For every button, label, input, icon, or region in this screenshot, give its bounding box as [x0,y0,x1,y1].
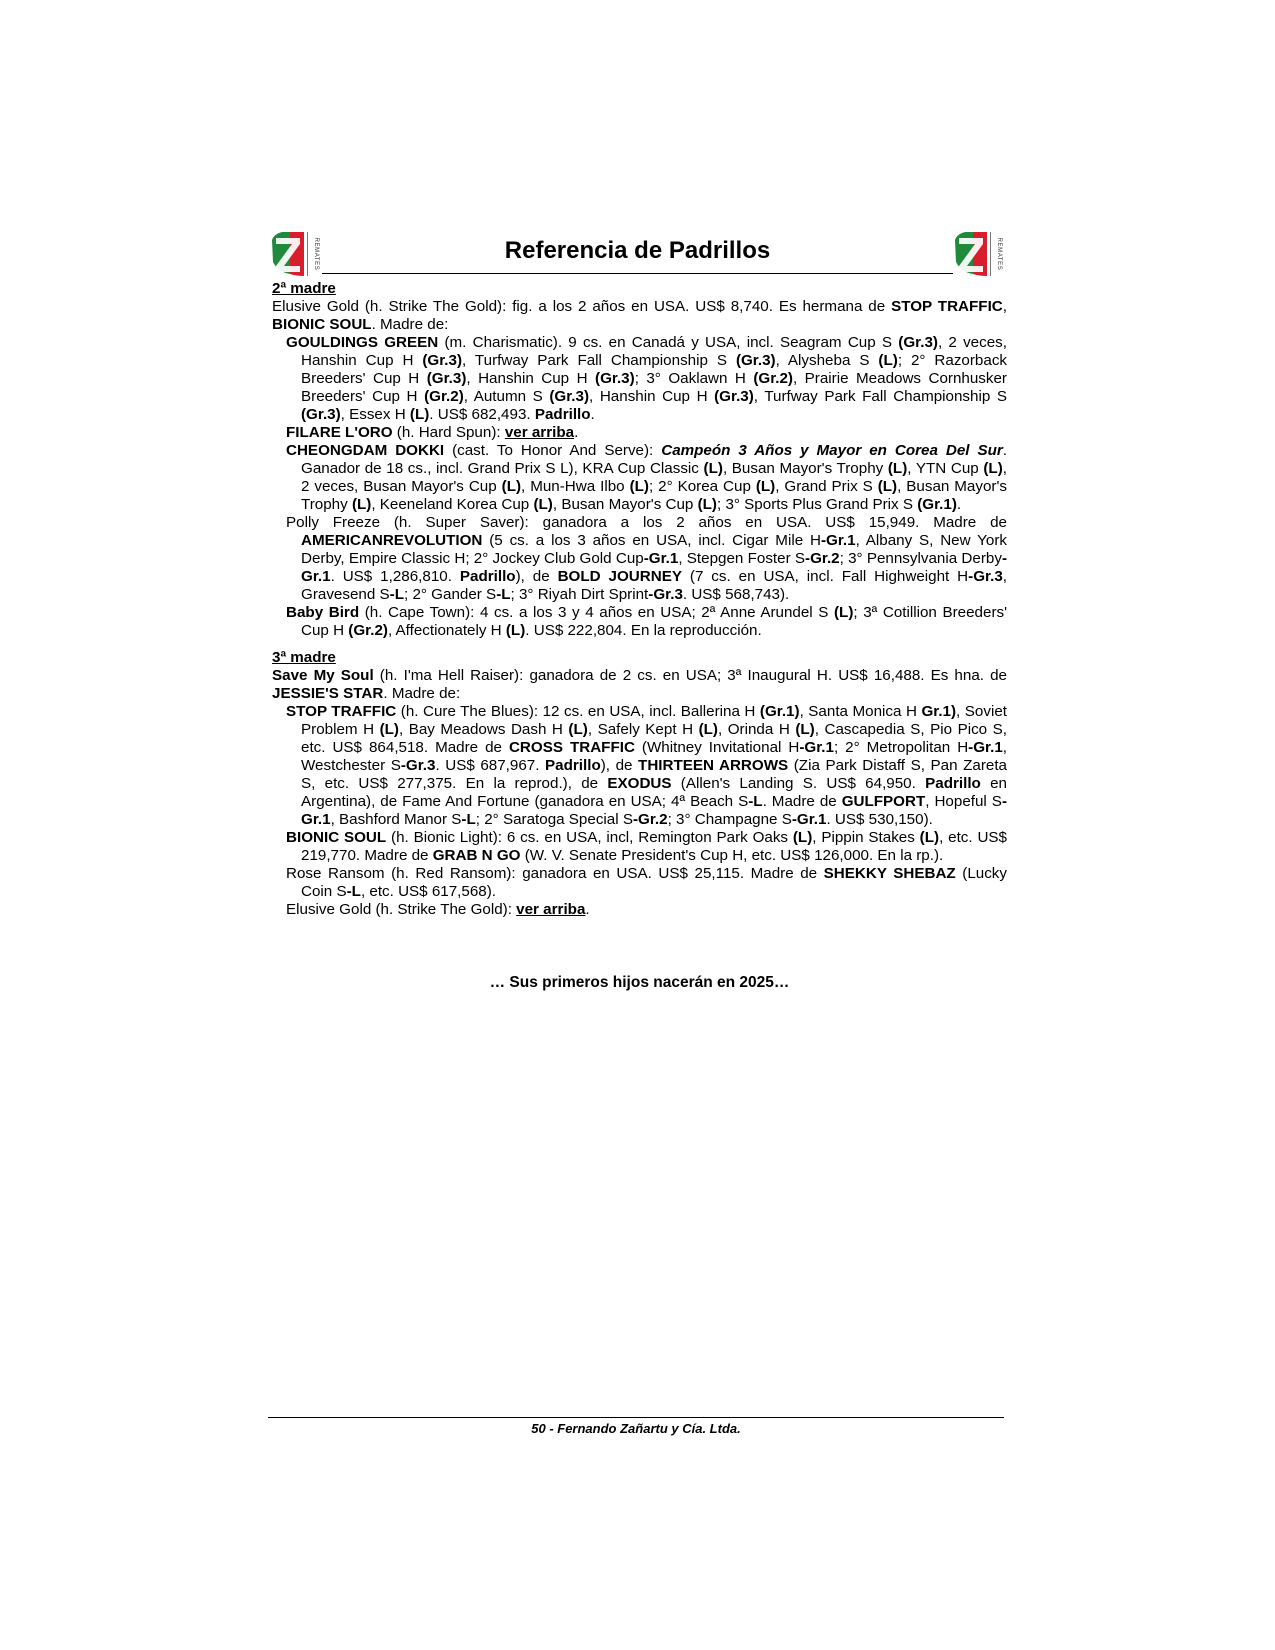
list-item: FILARE L'ORO (h. Hard Spun): ver arriba. [286,424,579,441]
third-dam-intro: Save My Soul (h. I'ma Hell Raiser): ganadora de 2 cs. en USA; 3ª Inaugural H. US$ 16,488. Es hna. de JESSIE'S STAR. Madre de: [272,667,1007,702]
svg-text:REMATES: REMATES [313,237,319,271]
closing-note: … Sus primeros hijos nacerán en 2025… [489,974,790,991]
page-footer: 50 - Fernando Zañartu y Cía. Ltda. [531,1421,741,1436]
page-title: Referencia de Padrillos [504,237,771,264]
list-item: Polly Freeze (h. Super Saver): ganadora a los 2 años en USA. US$ 15,949. Madre de AMERICANREVOLUTION (5 cs. a los 3 años en USA, incl. Cigar Mile H-Gr.1, Albany S, New York Derby, Empire Classic H; 2° Jockey Club Gold Cup-Gr.1, Stepgen Foster S-Gr.2; 3° Pennsylvania Derby-Gr.1. US$ 1,286,810. Padrillo), de BOLD JOURNEY (7 cs. en USA, incl. Fall Highweight H-Gr.3, Gravesend S-L; 2° Gander S-L; 3° Riyah Dirt Sprint-Gr.3. US$ 568,743). [286,514,1007,603]
title-underline [322,273,953,274]
company-logo-right [953,230,1005,278]
company-logo-left [270,230,322,278]
section-heading-second-dam: 2ª madre [272,280,336,297]
list-item: GOULDINGS GREEN (m. Charismatic). 9 cs. en Canadá y USA, incl. Seagram Cup S (Gr.3), 2 veces, Hanshin Cup H (Gr.3), Turfway Park Fall Championship S (Gr.3), Alysheba S (L); 2° Razorback Breeders' Cup H (Gr.3), Hanshin Cup H (Gr.3); 3° Oaklawn H (Gr.2), Prairie Meadows Cornhusker Breeders' Cup H (Gr.2), Autumn S (Gr.3), Hanshin Cup H (Gr.3), Turfway Park Fall Championship S (Gr.3), Essex H (L). US$ 682,493. Padrillo. [286,334,1008,423]
list-item: CHEONGDAM DOKKI (cast. To Honor And Serve): Campeón 3 Años y Mayor en Corea Del Sur. Ganador de 18 cs., incl. Grand Prix S L), KRA Cup Classic (L), Busan Mayor's Trophy (L), YTN Cup (L), 2 veces, Busan Mayor's Cup (L), Mun-Hwa Ilbo (L); 2° Korea Cup (L), Grand Prix S (L), Busan Mayor's Trophy (L), Keeneland Korea Cup (L), Busan Mayor's Cup (L); 3° Sports Plus Grand Prix S (Gr.1). [286,442,1008,513]
list-item: BIONIC SOUL (h. Bionic Light): 6 cs. en USA, incl, Remington Park Oaks (L), Pippin Stakes (L), etc. US$ 219,770. Madre de GRAB N GO (W. V. Senate President's Cup H, etc. US$ 126,000. En la rp.). [286,829,1007,864]
pedigree-text [272,280,1007,919]
footer-divider [268,1417,1004,1418]
list-item: Baby Bird (h. Cape Town): 4 cs. a los 3 y 4 años en USA; 2ª Anne Arundel S (L); 3ª Cotillion Breeders' Cup H (Gr.2), Affectionately H (L). US$ 222,804. En la reproducción. [286,604,1007,639]
second-dam-intro: Elusive Gold (h. Strike The Gold): fig. a los 2 años en USA. US$ 8,740. Es hermana de STOP TRAFFIC, BIONIC SOUL. Madre de: [272,298,1007,333]
svg-text:REMATES: REMATES [996,237,1002,271]
list-item: Elusive Gold (h. Strike The Gold): ver arriba. [286,901,590,918]
list-item: Rose Ransom (h. Red Ransom): ganadora en USA. US$ 25,115. Madre de SHEKKY SHEBAZ (Lucky Coin S-L, etc. US$ 617,568). [286,865,1007,900]
page-header [270,230,1005,278]
section-heading-third-dam: 3ª madre [272,649,336,666]
list-item: STOP TRAFFIC (h. Cure The Blues): 12 cs. en USA, incl. Ballerina H (Gr.1), Santa Monica H Gr.1), Soviet Problem H (L), Bay Meadows Dash H (L), Safely Kept H (L), Orinda H (L), Cascapedia S, Pio Pico S, etc. US$ 864,518. Madre de CROSS TRAFFIC (Whitney Invitational H-Gr.1; 2° Metropolitan H-Gr.1, Westchester S-Gr.3. US$ 687,967. Padrillo), de THIRTEEN ARROWS (Zia Park Distaff S, Pan Zareta S, etc. US$ 277,375. En la reprod.), de EXODUS (Allen's Landing S. US$ 64,950. Padrillo en Argentina), de Fame And Fortune (ganadora en USA; 4ª Beach S-L. Madre de GULFPORT, Hopeful S-Gr.1, Bashford Manor S-L; 2° Saratoga Special S-Gr.2; 3° Champagne S-Gr.1. US$ 530,150). [286,703,1008,828]
